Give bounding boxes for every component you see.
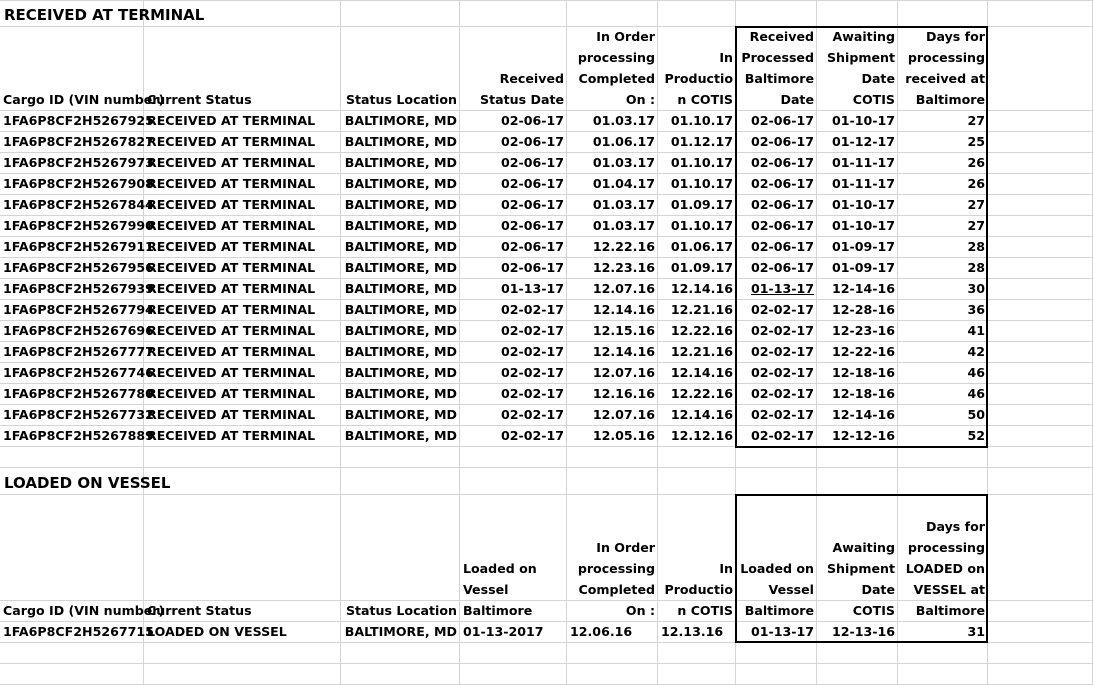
table-cell-awaiting-date[interactable]: 12-23-16 [831,323,895,338]
table-cell-awaiting-date[interactable]: 12-18-16 [831,386,895,401]
table-cell-in-production[interactable]: 01.09.17 [670,197,733,212]
table-cell-awaiting-date[interactable]: 01-11-17 [831,155,895,170]
table-cell-in-order[interactable]: 12.14.16 [592,302,655,317]
table-cell-in-production[interactable]: 01.10.17 [670,113,733,128]
table-cell-date-a[interactable]: 01-13-17 [500,281,564,296]
table-cell-current-status[interactable]: RECEIVED AT TERMINAL [147,386,316,401]
table-cell-in-order[interactable]: 12.06.16 [570,624,633,639]
table-cell-awaiting-date[interactable]: 12-18-16 [831,365,895,380]
table-cell-received-date[interactable]: 02-06-17 [750,176,814,191]
table-cell-cargo-id[interactable]: 1FA6P8CF2H5267777 [3,344,154,359]
table-cell-cargo-id[interactable]: 1FA6P8CF2H5267925 [3,113,154,128]
header-awaiting-date: Date [861,582,895,597]
table-cell-days[interactable]: 46 [967,365,985,380]
table-cell-date-a[interactable]: 02-02-17 [500,323,564,338]
header-date-a: Loaded on [463,561,537,576]
table-cell-in-production[interactable]: 12.13.16 [661,624,724,639]
table-cell-current-status[interactable]: RECEIVED AT TERMINAL [147,344,316,359]
header-in-production: In [719,561,733,576]
header-days: Days for [926,519,985,534]
table-cell-awaiting-date[interactable]: 01-10-17 [831,197,895,212]
table-cell-date-a[interactable]: 02-02-17 [500,428,564,443]
table-cell-date-a[interactable]: 01-13-2017 [463,624,544,639]
table-cell-received-date[interactable]: 02-06-17 [750,260,814,275]
table-cell-days[interactable]: 27 [967,113,985,128]
table-cell-cargo-id[interactable]: 1FA6P8CF2H5267990 [3,218,154,233]
table-cell-cargo-id[interactable]: 1FA6P8CF2H5267956 [3,260,154,275]
table-cell-cargo-id[interactable]: 1FA6P8CF2H5267908 [3,176,154,191]
table-cell-current-status[interactable]: RECEIVED AT TERMINAL [147,281,316,296]
table-cell-current-status[interactable]: RECEIVED AT TERMINAL [147,218,316,233]
header-received-date: Processed [741,50,814,65]
header-received-date: Baltimore [744,71,814,86]
table-cell-date-a[interactable]: 02-06-17 [500,134,564,149]
table-cell-awaiting-date[interactable]: 12-13-16 [831,624,895,639]
table-cell-in-production[interactable]: 12.14.16 [670,281,733,296]
header-in-production: Productio [664,582,733,597]
table-cell-in-order[interactable]: 12.05.16 [592,428,655,443]
table-cell-in-production[interactable]: 01.10.17 [670,176,733,191]
header-current-status: Current Status [147,603,252,618]
header-awaiting-date: Awaiting [832,29,895,44]
grid-row-line [0,0,1093,1]
header-in-order: On : [625,603,655,618]
table-cell-days[interactable]: 28 [967,260,985,275]
table-cell-in-order[interactable]: 01.03.17 [592,155,655,170]
table-cell-in-order[interactable]: 12.07.16 [592,281,655,296]
header-received-date: Received [749,29,814,44]
table-cell-current-status[interactable]: RECEIVED AT TERMINAL [147,239,316,254]
table-cell-current-status[interactable]: RECEIVED AT TERMINAL [147,365,316,380]
header-cargo-id: Cargo ID (VIN number) [3,603,165,618]
table-cell-awaiting-date[interactable]: 12-22-16 [831,344,895,359]
table-cell-in-production[interactable]: 12.14.16 [670,365,733,380]
table-cell-days[interactable]: 27 [967,218,985,233]
table-cell-awaiting-date[interactable]: 01-09-17 [831,260,895,275]
table-cell-days[interactable]: 41 [967,323,985,338]
header-current-status: Current Status [147,92,252,107]
table-cell-in-production[interactable]: 01.09.17 [670,260,733,275]
table-cell-date-a[interactable]: 02-02-17 [500,386,564,401]
table-cell-received-date[interactable]: 02-06-17 [750,239,814,254]
header-status-location: Status Location [345,603,457,618]
table-cell-awaiting-date[interactable]: 12-12-16 [831,428,895,443]
table-cell-status-location[interactable]: BALTIMORE, MD [344,155,457,170]
grid-row-line [0,446,1093,447]
table-cell-cargo-id[interactable]: 1FA6P8CF2H5267746 [3,365,154,380]
table-cell-cargo-id[interactable]: 1FA6P8CF2H5267696 [3,323,154,338]
header-received-date: Date [780,92,814,107]
table-cell-received-date[interactable]: 02-06-17 [750,113,814,128]
header-date-a: Baltimore [463,603,533,618]
table-cell-in-production[interactable]: 01.10.17 [670,155,733,170]
table-cell-current-status[interactable]: RECEIVED AT TERMINAL [147,323,316,338]
table-cell-received-date[interactable]: 02-02-17 [750,386,814,401]
grid-row-line [0,663,1093,664]
table-cell-awaiting-date[interactable]: 12-14-16 [831,407,895,422]
table-cell-days[interactable]: 26 [967,155,985,170]
table-cell-awaiting-date[interactable]: 01-10-17 [831,113,895,128]
header-in-order: In Order [596,29,655,44]
table-cell-received-date[interactable]: 02-02-17 [750,344,814,359]
table-cell-received-date[interactable]: 01-13-17 [750,624,814,639]
header-date-a: Received [499,71,564,86]
header-awaiting-date: COTIS [852,603,895,618]
table-cell-date-a[interactable]: 02-02-17 [500,365,564,380]
table-cell-days[interactable]: 42 [967,344,985,359]
header-in-order: Completed [578,582,655,597]
table-cell-status-location[interactable]: BALTIMORE, MD [344,386,457,401]
table-cell-date-a[interactable]: 02-02-17 [500,302,564,317]
table-cell-status-location[interactable]: BALTIMORE, MD [344,239,457,254]
table-cell-in-production[interactable]: 12.22.16 [670,386,733,401]
header-days: LOADED on [905,561,985,576]
header-in-order: On : [625,92,655,107]
header-in-production: n COTIS [677,92,733,107]
header-cargo-id: Cargo ID (VIN number) [3,92,165,107]
table-cell-cargo-id[interactable]: 1FA6P8CF2H5267911 [3,239,154,254]
table-cell-cargo-id[interactable]: 1FA6P8CF2H5267794 [3,302,154,317]
table-cell-status-location[interactable]: BALTIMORE, MD [344,323,457,338]
header-days: Baltimore [915,92,985,107]
table-cell-awaiting-date[interactable]: 12-14-16 [831,281,895,296]
header-awaiting-date: Shipment [826,561,895,576]
table-cell-received-date[interactable]: 02-06-17 [750,218,814,233]
grid-row-line [0,467,1093,468]
table-cell-cargo-id[interactable]: 1FA6P8CF2H5267973 [3,155,154,170]
table-cell-days[interactable]: 28 [967,239,985,254]
table-cell-cargo-id[interactable]: 1FA6P8CF2H5267844 [3,197,154,212]
table-cell-in-production[interactable]: 12.21.16 [670,344,733,359]
table-cell-received-date[interactable]: 02-06-17 [750,134,814,149]
table-cell-received-date[interactable]: 02-06-17 [750,155,814,170]
table-cell-days[interactable]: 31 [967,624,985,639]
table-cell-days[interactable]: 25 [967,134,985,149]
table-cell-current-status[interactable]: RECEIVED AT TERMINAL [147,197,316,212]
table-cell-days[interactable]: 27 [967,197,985,212]
table-cell-date-a[interactable]: 02-02-17 [500,344,564,359]
header-days: processing [907,50,985,65]
header-in-order: processing [577,561,655,576]
header-days: Baltimore [915,603,985,618]
table-cell-days[interactable]: 36 [967,302,985,317]
header-received-date: Vessel [768,582,814,597]
table-cell-received-date[interactable]: 02-02-17 [750,407,814,422]
table-cell-current-status[interactable]: RECEIVED AT TERMINAL [147,407,316,422]
table-cell-status-location[interactable]: BALTIMORE, MD [344,302,457,317]
table-cell-received-date[interactable]: 02-02-17 [750,302,814,317]
table-cell-awaiting-date[interactable]: 12-28-16 [831,302,895,317]
header-received-date: Baltimore [744,603,814,618]
table-cell-in-production[interactable]: 01.12.17 [670,134,733,149]
section-title: RECEIVED AT TERMINAL [4,6,205,24]
table-cell-received-date[interactable]: 02-02-17 [750,428,814,443]
table-cell-cargo-id[interactable]: 1FA6P8CF2H5267732 [3,407,154,422]
table-cell-awaiting-date[interactable]: 01-11-17 [831,176,895,191]
header-in-production: In [719,50,733,65]
table-cell-current-status[interactable]: RECEIVED AT TERMINAL [147,176,316,191]
table-cell-in-production[interactable]: 01.10.17 [670,218,733,233]
table-cell-status-location[interactable]: BALTIMORE, MD [344,428,457,443]
header-in-production: n COTIS [677,603,733,618]
table-cell-status-location[interactable]: BALTIMORE, MD [344,134,457,149]
table-cell-in-production[interactable]: 12.22.16 [670,323,733,338]
header-in-order: processing [577,50,655,65]
table-cell-days[interactable]: 30 [967,281,985,296]
table-cell-in-order[interactable]: 12.16.16 [592,386,655,401]
table-cell-current-status[interactable]: LOADED ON VESSEL [147,624,287,639]
table-cell-status-location[interactable]: BALTIMORE, MD [344,365,457,380]
table-cell-days[interactable]: 26 [967,176,985,191]
table-cell-in-order[interactable]: 12.15.16 [592,323,655,338]
table-cell-in-order[interactable]: 12.14.16 [592,344,655,359]
header-status-location: Status Location [345,92,457,107]
header-date-a: Vessel [463,582,509,597]
table-cell-date-a[interactable]: 02-06-17 [500,155,564,170]
header-in-order: Completed [578,71,655,86]
table-cell-status-location[interactable]: BALTIMORE, MD [344,624,457,639]
table-cell-date-a[interactable]: 02-02-17 [500,407,564,422]
table-cell-status-location[interactable]: BALTIMORE, MD [344,407,457,422]
table-cell-date-a[interactable]: 02-06-17 [500,218,564,233]
header-awaiting-date: Awaiting [832,540,895,555]
header-days: VESSEL at [913,582,985,597]
header-days: Days for [926,29,985,44]
table-cell-in-production[interactable]: 12.21.16 [670,302,733,317]
table-cell-in-production[interactable]: 12.12.16 [670,428,733,443]
table-cell-status-location[interactable]: BALTIMORE, MD [344,197,457,212]
table-cell-in-order[interactable]: 12.22.16 [592,239,655,254]
table-cell-in-production[interactable]: 01.06.17 [670,239,733,254]
table-cell-date-a[interactable]: 02-06-17 [500,260,564,275]
table-cell-cargo-id[interactable]: 1FA6P8CF2H5267889 [3,428,154,443]
header-days: received at [905,71,985,86]
table-cell-in-production[interactable]: 12.14.16 [670,407,733,422]
table-cell-received-date[interactable]: 02-02-17 [750,365,814,380]
table-cell-cargo-id[interactable]: 1FA6P8CF2H5267780 [3,386,154,401]
table-cell-days[interactable]: 46 [967,386,985,401]
table-cell-received-date[interactable]: 02-06-17 [750,197,814,212]
table-cell-date-a[interactable]: 02-06-17 [500,176,564,191]
table-cell-cargo-id[interactable]: 1FA6P8CF2H5267715 [3,624,154,639]
header-in-production: Productio [664,71,733,86]
table-cell-days[interactable]: 52 [967,428,985,443]
table-cell-awaiting-date[interactable]: 01-10-17 [831,218,895,233]
table-cell-in-order[interactable]: 01.06.17 [592,134,655,149]
header-awaiting-date: Date [861,71,895,86]
table-cell-in-order[interactable]: 12.23.16 [592,260,655,275]
table-cell-status-location[interactable]: BALTIMORE, MD [344,176,457,191]
table-cell-current-status[interactable]: RECEIVED AT TERMINAL [147,428,316,443]
table-cell-received-date[interactable]: 01-13-17 [750,281,814,296]
table-cell-status-location[interactable]: BALTIMORE, MD [344,344,457,359]
table-cell-status-location[interactable]: BALTIMORE, MD [344,218,457,233]
table-cell-date-a[interactable]: 02-06-17 [500,113,564,128]
table-cell-in-order[interactable]: 12.07.16 [592,407,655,422]
header-in-order: In Order [596,540,655,555]
table-cell-in-order[interactable]: 01.03.17 [592,113,655,128]
table-cell-days[interactable]: 50 [967,407,985,422]
table-cell-in-order[interactable]: 01.03.17 [592,197,655,212]
table-cell-status-location[interactable]: BALTIMORE, MD [344,113,457,128]
header-received-date: Loaded on [740,561,814,576]
table-cell-status-location[interactable]: BALTIMORE, MD [344,281,457,296]
table-cell-in-order[interactable]: 12.07.16 [592,365,655,380]
table-cell-current-status[interactable]: RECEIVED AT TERMINAL [147,302,316,317]
table-cell-awaiting-date[interactable]: 01-09-17 [831,239,895,254]
table-cell-current-status[interactable]: RECEIVED AT TERMINAL [147,260,316,275]
table-cell-in-order[interactable]: 01.03.17 [592,218,655,233]
header-awaiting-date: Shipment [826,50,895,65]
table-cell-date-a[interactable]: 02-06-17 [500,197,564,212]
table-cell-date-a[interactable]: 02-06-17 [500,239,564,254]
table-cell-current-status[interactable]: RECEIVED AT TERMINAL [147,113,316,128]
grid-row-line [0,494,1093,495]
table-cell-cargo-id[interactable]: 1FA6P8CF2H5267939 [3,281,154,296]
table-cell-cargo-id[interactable]: 1FA6P8CF2H5267827 [3,134,154,149]
table-cell-in-order[interactable]: 01.04.17 [592,176,655,191]
table-cell-status-location[interactable]: BALTIMORE, MD [344,260,457,275]
table-cell-received-date[interactable]: 02-02-17 [750,323,814,338]
section-title: LOADED ON VESSEL [4,474,171,492]
table-cell-current-status[interactable]: RECEIVED AT TERMINAL [147,155,316,170]
table-cell-awaiting-date[interactable]: 01-12-17 [831,134,895,149]
table-cell-current-status[interactable]: RECEIVED AT TERMINAL [147,134,316,149]
header-awaiting-date: COTIS [852,92,895,107]
grid-row-line [0,642,1093,643]
header-days: processing [907,540,985,555]
header-date-a: Status Date [480,92,564,107]
